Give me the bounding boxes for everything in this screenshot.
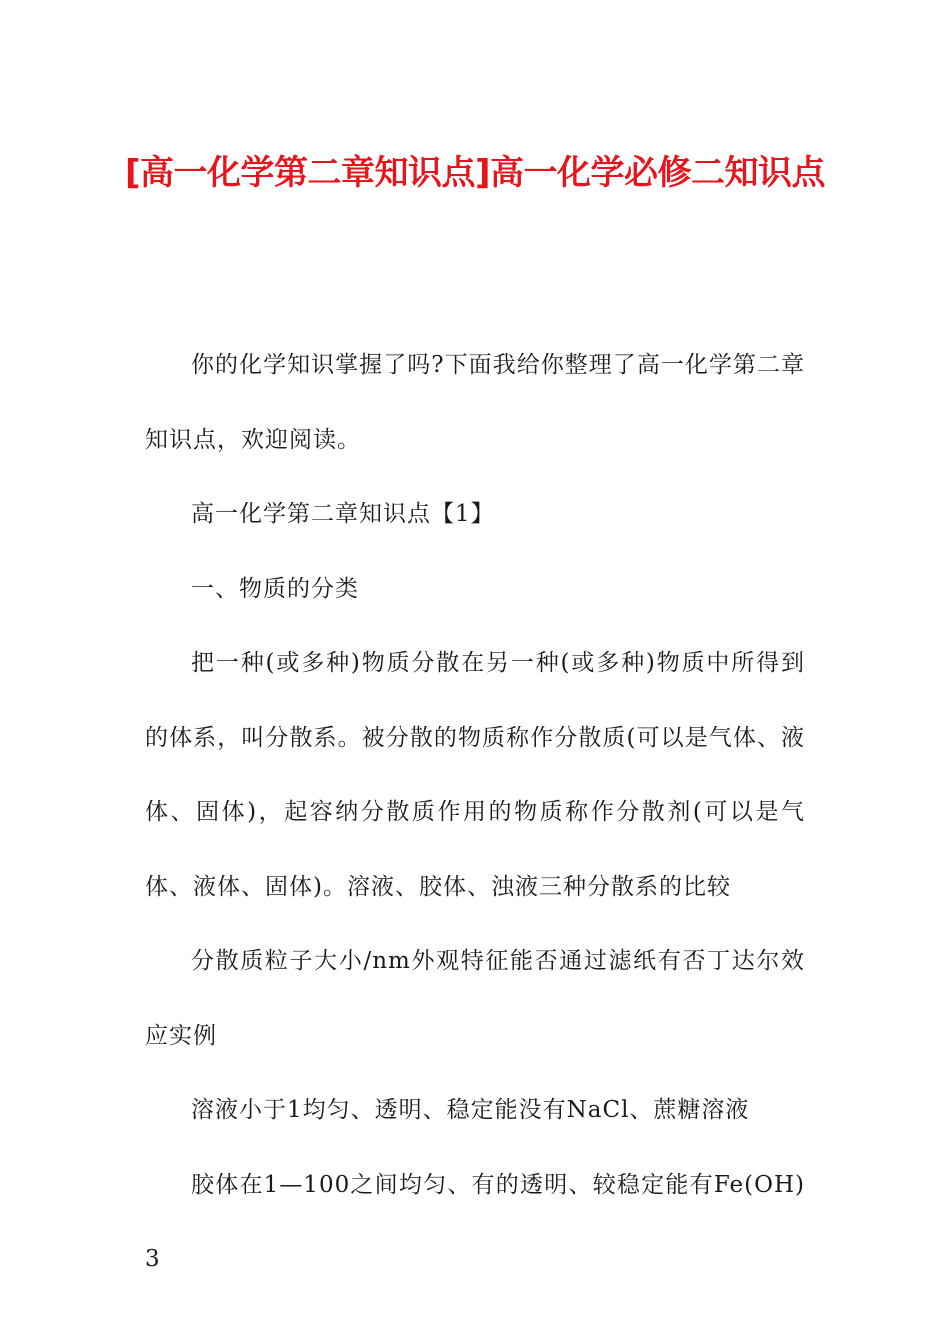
section-heading: 高一化学第二章知识点【1】 xyxy=(191,501,495,527)
document-title: [高一化学第二章知识点]高一化学必修二知识点 xyxy=(124,153,826,193)
dispersion-system-paragraph: 把一种(或多种)物质分散在另一种(或多种)物质中所得到的体系，叫分散系。被分散的物质称作分散质(可以是气体、液体、固体)，起容纳分散质作用的物质称作分散剂(可以是气体、液体、固体)。溶液、胶体、浊液三种分散系的比较 xyxy=(145,650,805,900)
document-body xyxy=(145,328,805,1297)
solution-row-line: 溶液小于1均匀、透明、稳定能没有NaCl、蔗糖溶液 xyxy=(191,1097,750,1123)
colloid-row-line: 胶体在1—100之间均匀、有的透明、较稳定能有Fe(OH)3 xyxy=(145,1171,805,1272)
subsection-heading: 一、物质的分类 xyxy=(191,575,359,602)
comparison-header-line: 分散质粒子大小/nm外观特征能否通过滤纸有否丁达尔效应实例 xyxy=(145,948,805,1049)
intro-paragraph: 你的化学知识掌握了吗?下面我给你整理了高一化学第二章知识点，欢迎阅读。 xyxy=(145,352,805,453)
